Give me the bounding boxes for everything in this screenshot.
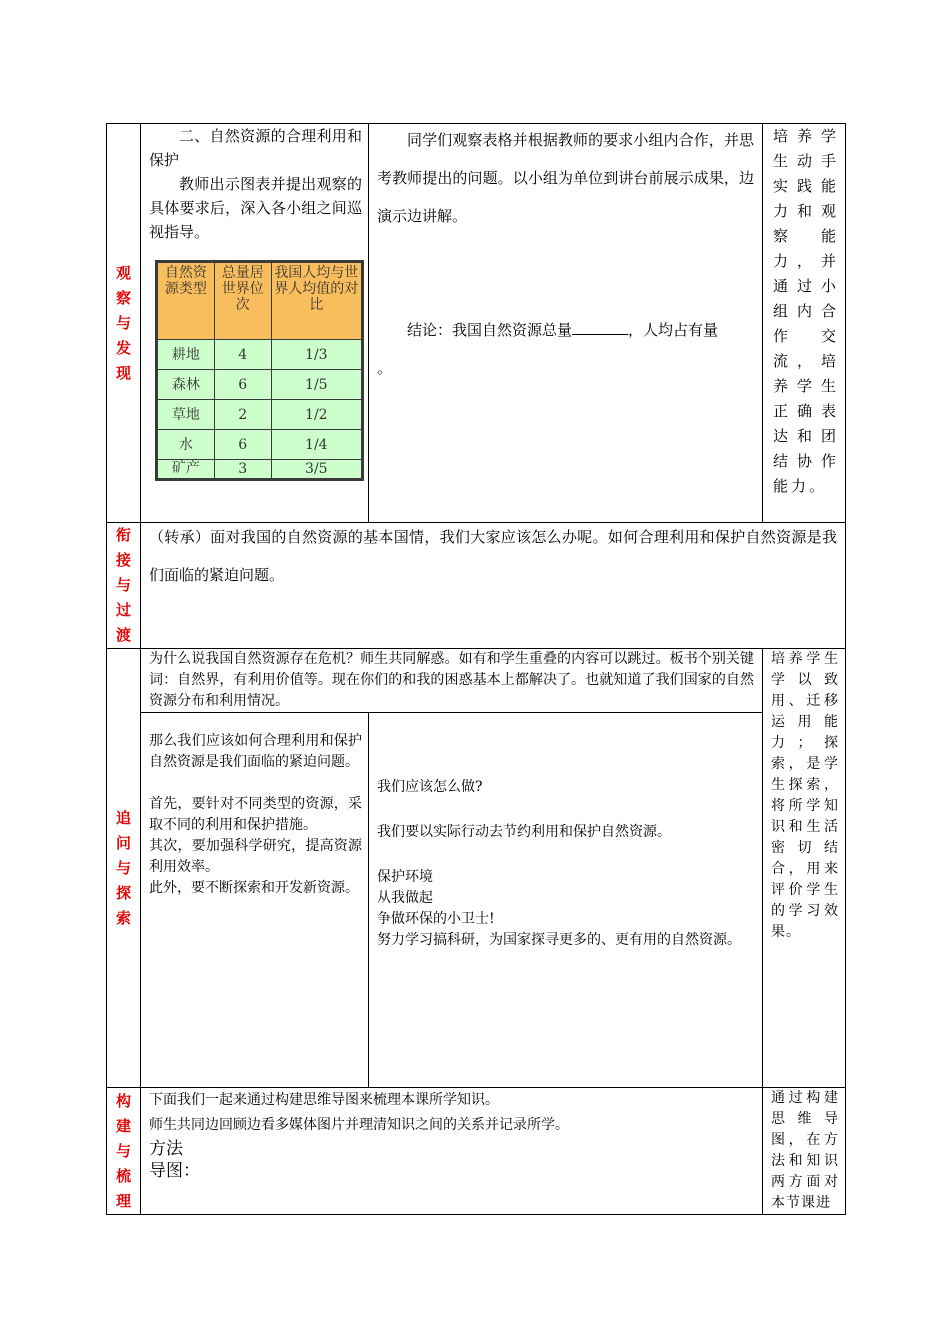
build-purpose-text: 通过构建思维导图，在方法和知识两方面对本节课进 [771, 1090, 839, 1211]
label-char: 渡 [115, 626, 131, 644]
conclusion-blank [572, 320, 628, 335]
table-row [157, 370, 363, 400]
observe-purpose-cell [763, 124, 846, 523]
conclusion-part: ，人均占有量 [628, 321, 719, 339]
build-line-2: 师生共同边回顾边看多媒体图片并理清知识之间的关系并记录所学。 [149, 1117, 569, 1133]
label-char: 接 [115, 551, 131, 569]
section-label-build [107, 1088, 141, 1215]
transition-text: （转承）面对我国的自然资源的基本国情，我们大家应该怎么办呢。如何合理利用和保护自然资源是我们面临的紧迫问题。 [149, 528, 837, 584]
observe-title: 二、自然资源的合理利用和保护 [149, 127, 362, 169]
resource-table-header [157, 262, 363, 340]
table-cell: 森林 [157, 370, 215, 400]
explore-top-cell [141, 649, 763, 713]
header-ratio: 我国人均与世界人均值的对比 [271, 262, 362, 340]
section-build [107, 1088, 846, 1215]
label-char: 追 [115, 808, 131, 827]
label-char: 察 [115, 288, 131, 307]
build-cell [141, 1088, 763, 1215]
section-label-transition [107, 523, 141, 649]
explore-slogan-2: 从我做起 [377, 890, 433, 906]
lesson-plan-table [106, 123, 846, 1215]
explore-slogan-4: 努力学习搞科研，为国家探寻更多的、更有用的自然资源。 [377, 932, 741, 948]
explore-teacher-p2: 其次，要加强科学研究，提高资源利用效率。 [149, 838, 362, 875]
label-char: 探 [115, 883, 131, 902]
table-cell: 3 [214, 460, 271, 480]
table-cell: 3/5 [271, 460, 362, 480]
resource-table [155, 260, 364, 481]
table-cell: 矿产 [157, 460, 215, 480]
label-char: 与 [115, 313, 131, 332]
section-label-explore [107, 649, 141, 1088]
table-row [157, 400, 363, 430]
table-cell: 1/4 [271, 430, 362, 460]
table-cell: 1/2 [271, 400, 362, 430]
label-char: 索 [115, 908, 131, 927]
explore-student-answer: 我们要以实际行动去节约利用和保护自然资源。 [377, 824, 671, 840]
build-line-1: 下面我们一起来通过构建思维导图来梳理本课所学知识。 [149, 1092, 499, 1108]
label-char: 与 [115, 858, 131, 877]
label-char: 建 [115, 1116, 131, 1135]
label-char: 衔 [115, 526, 131, 544]
observe-teacher-cell [141, 124, 369, 523]
label-char: 观 [115, 263, 131, 282]
explore-teacher-p1: 首先，要针对不同类型的资源，采取不同的利用和保护措施。 [149, 796, 362, 833]
label-char: 理 [115, 1191, 131, 1210]
label-char: 梳 [115, 1166, 131, 1185]
table-cell: 1/5 [271, 370, 362, 400]
build-purpose-cell [763, 1088, 846, 1215]
explore-purpose-text: 培养学生学以致用、迁移运用能力；探索，是学生探索，将所学知识和生活密切结合，用来评价学生的学习效果。 [771, 651, 839, 940]
transition-cell [141, 523, 846, 649]
table-cell: 1/3 [271, 340, 362, 370]
table-cell: 2 [214, 400, 271, 430]
explore-teacher-question: 那么我们应该如何合理利用和保护自然资源是我们面临的紧迫问题。 [149, 733, 362, 770]
label-char: 问 [115, 833, 131, 852]
header-rank: 总量居世界位次 [214, 262, 271, 340]
label-char: 与 [115, 576, 131, 594]
table-cell: 6 [214, 370, 271, 400]
explore-slogan-3: 争做环保的小卫士! [377, 911, 495, 927]
build-line-3: 方法 [149, 1139, 183, 1159]
table-cell: 4 [214, 340, 271, 370]
table-cell: 耕地 [157, 340, 215, 370]
explore-student-question: 我们应该怎么做? [377, 779, 483, 795]
explore-student-cell [369, 713, 763, 1088]
label-char: 现 [115, 363, 131, 382]
explore-top-text: 为什么说我国自然资源存在危机？师生共同解惑。如有和学生重叠的内容可以跳过。板书个别关键词：自然界，有利用价值等。现在你们的和我的困惑基本上都解决了。也就知道了我们国家的自然资源分布和利用情况。 [149, 651, 754, 709]
label-char: 过 [115, 601, 131, 619]
header-type: 自然资源类型 [157, 262, 215, 340]
explore-teacher-cell [141, 713, 369, 1088]
observe-purpose-text: 培养学生动手实践能力和观察能力，并通过小组内合作交流，培养学生正确表达和团结协作能力。 [773, 127, 839, 495]
explore-slogan-1: 保护环境 [377, 869, 433, 885]
label-char: 发 [115, 338, 131, 357]
section-observe [107, 124, 846, 523]
observe-teacher-text: 教师出示图表并提出观察的具体要求后，深入各小组之间巡视指导。 [149, 175, 362, 241]
explore-purpose-cell [763, 649, 846, 1088]
table-cell: 草地 [157, 400, 215, 430]
build-line-4: 导图： [149, 1161, 200, 1181]
label-char: 构 [115, 1091, 131, 1110]
table-row [157, 460, 363, 480]
table-row [157, 430, 363, 460]
label-char: 与 [115, 1141, 131, 1160]
table-cell: 6 [214, 430, 271, 460]
table-cell: 水 [157, 430, 215, 460]
observe-student-text: 同学们观察表格并根据教师的要求小组内合作，并思考教师提出的问题。以小组为单位到讲台前展示成果，边演示边讲解。 [377, 131, 754, 225]
conclusion-end: 。 [377, 359, 393, 377]
section-transition [107, 523, 846, 649]
section-explore-bottom [107, 713, 846, 1088]
conclusion-part: 结论：我国自然资源总量 [407, 321, 573, 339]
section-label-observe [107, 124, 141, 523]
observe-student-cell [369, 124, 763, 523]
explore-teacher-p3: 此外，要不断探索和开发新资源。 [149, 880, 359, 896]
table-row [157, 340, 363, 370]
section-explore-top [107, 649, 846, 713]
observe-conclusion [377, 311, 754, 387]
